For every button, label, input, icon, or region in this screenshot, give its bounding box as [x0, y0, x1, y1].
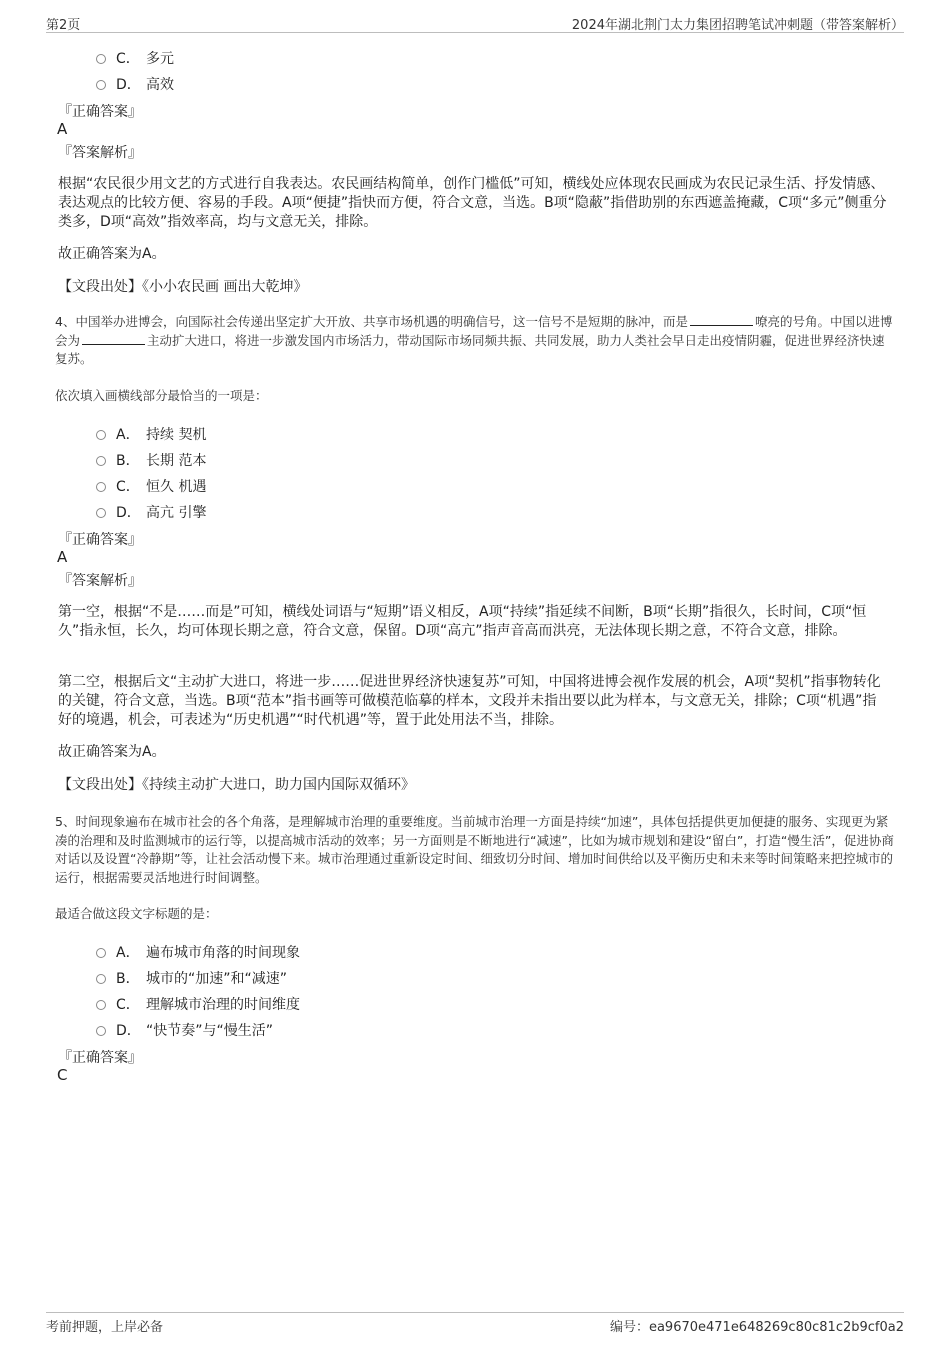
q4-option-b[interactable]: B． 长期 范本: [96, 450, 206, 470]
q5-option-d[interactable]: D． “快节奏”与“慢生活”: [96, 1020, 273, 1040]
q3-answer: A: [57, 120, 68, 138]
q4-prompt: 依次填入画横线部分最恰当的一项是：: [55, 388, 268, 403]
q5-stem: 5、时间现象遍布在城市社会的各个角落，是理解城市治理的重要维度。当前城市治理一方面是持续“加速”，具体包括提供更加便捷的服务、实现更为紧凑的治理和及时监测城市的运行等，以提高城市活动的效率；另一方面则是不断地进行“减速”，比如为城市规划和建设“留白”，打造“慢生活”，促进协商对话以及设置“冷静期”等，让社会活动慢下来。城市治理通过重新设定时间、细致切分时间、增加时间供给以及平衡历史和未来等时间策略来把控城市的运行，根据需要灵活地进行时间调整。: [55, 814, 894, 885]
q3-analysis-paragraph: 根据“农民很少用文艺的方式进行自我表达。农民画结构简单，创作门槛低”可知，横线处应体现农民画成为农民记录生活、抒发情感、表达观点的比较方便、容易的手段。A项“便捷”指快而方便，符合文意，当选。B项“隐蔽”指借助别的东西遮盖掩藏，C项“多元”侧重分类多，D项“高效”指效率高，均与文意无关，排除。: [58, 176, 887, 230]
q4-answer: A: [57, 548, 68, 566]
document-title: 2024年湖北荆门太力集团招聘笔试冲刺题（带答案解析）: [571, 18, 904, 33]
q4-option-d[interactable]: D． 高亢 引擎: [96, 502, 206, 522]
q4-conclusion: 故正确答案为A。: [58, 744, 166, 760]
radio-icon[interactable]: [96, 508, 106, 518]
q3-option-c[interactable]: C． 多元: [96, 48, 174, 68]
radio-icon[interactable]: [96, 948, 106, 958]
q5-option-c[interactable]: C． 理解城市治理的时间维度: [96, 994, 300, 1014]
page-header: [46, 14, 904, 33]
q5-answer-label: 『正确答案』: [58, 1050, 142, 1066]
q5-answer: C: [57, 1066, 68, 1084]
radio-icon[interactable]: [96, 430, 106, 440]
radio-icon[interactable]: [96, 482, 106, 492]
q4-stem: 4、中国举办进博会，向国际社会传递出坚定扩大开放、共享市场机遇的明确信号，这一信号不是短期的脉冲，而是 嘹亮的号角。中国以进博会为 主动扩大进口，将进一步激发国内市场活力，带动国际市场同频共振、共同发展，助力人类社会早日走出疫情阴霾，促进世界经济快速复苏。: [55, 314, 893, 366]
q4-answer-label: 『正确答案』: [58, 532, 142, 548]
q3-source: 【文段出处】《小小农民画 画出大乾坤》: [58, 279, 308, 295]
q4-analysis-paragraph-1: 第一空，根据“不是……而是”可知，横线处词语与“短期”语义相反，A项“持续”指延续不间断，B项“长期”指很久，长时间，C项“恒久”指永恒，长久，均可体现长期之意，符合文意，保留。D项“高亢”指声音高而洪亮，无法体现长期之意，不符合文意，排除。: [58, 604, 867, 639]
q4-source: 【文段出处】《持续主动扩大进口，助力国内国际双循环》: [58, 777, 415, 793]
q4-option-a[interactable]: A． 持续 契机: [96, 424, 206, 444]
q4-option-c[interactable]: C． 恒久 机遇: [96, 476, 206, 496]
radio-icon[interactable]: [96, 1026, 106, 1036]
q5-option-a[interactable]: A． 遍布城市角落的时间现象: [96, 942, 300, 962]
q3-option-d[interactable]: D． 高效: [96, 74, 174, 94]
radio-icon[interactable]: [96, 54, 106, 64]
q4-analysis-paragraph-2: 第二空，根据后文“主动扩大进口，将进一步……促进世界经济快速复苏”可知，中国将进博会视作发展的机会，A项“契机”指事物转化的关键，符合文意，当选。B项“范本”指书画等可做模范临摹的样本，文段并未指出要以此为样本，与文意无关，排除；C项“机遇”指好的境遇，机会，可表述为“历史机遇”“时代机遇”等，置于此处用法不当，排除。: [58, 674, 881, 728]
page-footer: [46, 1312, 904, 1335]
fill-blank-2: [82, 332, 145, 345]
q4-analysis-label: 『答案解析』: [58, 573, 142, 589]
document-code: 编号：ea9670e471e648269c80c81c2b9cf0a2: [609, 1320, 904, 1335]
page-number: 第2页: [46, 18, 81, 33]
q3-analysis-label: 『答案解析』: [58, 145, 142, 161]
q5-option-b[interactable]: B． 城市的“加速”和“减速”: [96, 968, 287, 988]
q3-conclusion: 故正确答案为A。: [58, 246, 166, 262]
footer-slogan: 考前押题，上岸必备: [46, 1320, 164, 1335]
q3-answer-label: 『正确答案』: [58, 104, 142, 120]
q5-prompt: 最适合做这段文字标题的是：: [55, 906, 218, 921]
radio-icon[interactable]: [96, 80, 106, 90]
radio-icon[interactable]: [96, 974, 106, 984]
radio-icon[interactable]: [96, 1000, 106, 1010]
radio-icon[interactable]: [96, 456, 106, 466]
fill-blank-1: [690, 313, 753, 326]
